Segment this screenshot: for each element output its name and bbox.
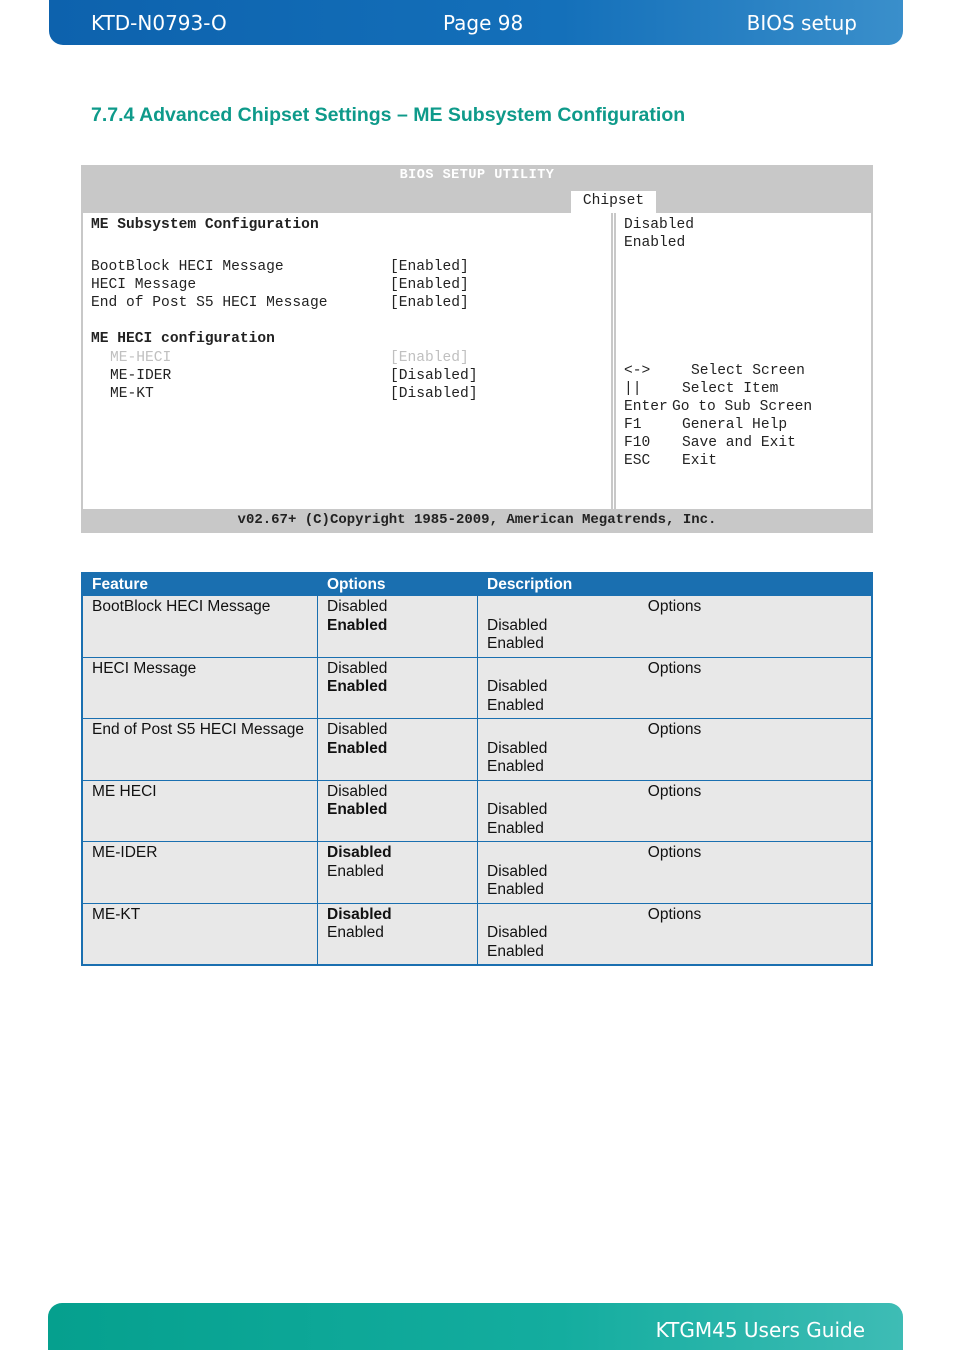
options-cell xyxy=(318,903,478,965)
description-cell xyxy=(478,780,873,842)
table-header-row xyxy=(82,572,872,596)
description-caption: Options xyxy=(647,598,702,615)
section-title: 7.7.4 Advanced Chipset Settings – ME Subsystem Configuration xyxy=(91,104,686,126)
description-option: Enabled xyxy=(487,696,544,714)
key-name: ESC xyxy=(624,453,651,469)
bios-subitem-label[interactable]: ME-IDER xyxy=(110,368,172,384)
table-row xyxy=(82,719,872,781)
key-name: F10 xyxy=(624,435,651,451)
bios-heading: ME Subsystem Configuration xyxy=(91,217,319,233)
description-option: Enabled xyxy=(487,635,544,652)
description-option: Disabled xyxy=(487,739,548,757)
description-cell xyxy=(478,842,873,904)
column-header: Options xyxy=(318,572,478,596)
guide-title: KTGM45 Users Guide xyxy=(655,1318,865,1342)
options-cell xyxy=(318,719,478,781)
description-option: Enabled xyxy=(487,758,544,775)
description-option: Disabled xyxy=(487,616,548,634)
option-value: Enabled xyxy=(327,862,384,880)
feature-cell: HECI Message xyxy=(82,657,318,719)
description-caption: Options xyxy=(647,905,702,923)
key-action: Select Screen xyxy=(691,363,805,379)
bios-subitem-value: [Enabled] xyxy=(390,350,469,366)
description-option: Disabled xyxy=(487,862,548,880)
feature-cell: End of Post S5 HECI Message xyxy=(82,719,318,781)
description-option: Enabled xyxy=(487,819,544,837)
description-option: Disabled xyxy=(487,678,548,695)
bios-subitem-value[interactable]: [Disabled] xyxy=(390,368,478,384)
description-option: Enabled xyxy=(487,881,544,898)
description-caption: Options xyxy=(647,844,702,861)
key-action: General Help xyxy=(682,417,788,433)
doc-id: KTD-N0793-O xyxy=(91,11,227,35)
options-cell xyxy=(318,596,478,658)
bios-subitem-label[interactable]: ME-KT xyxy=(110,386,154,402)
key-action: Go to Sub Screen xyxy=(672,399,813,415)
tab-chipset[interactable]: Chipset xyxy=(571,191,656,213)
option-value: Disabled xyxy=(327,659,388,677)
option-default: Enabled xyxy=(327,801,388,818)
help-option: Enabled xyxy=(624,235,686,251)
table-row xyxy=(82,657,872,719)
option-default: Enabled xyxy=(327,616,388,634)
description-option: Disabled xyxy=(487,801,548,818)
bios-item-value[interactable]: [Enabled] xyxy=(390,259,469,275)
feature-cell: ME-KT xyxy=(82,903,318,965)
column-header: Description xyxy=(478,572,873,596)
feature-cell: BootBlock HECI Message xyxy=(82,596,318,658)
bios-settings-pane xyxy=(81,213,613,509)
page-number: Page 98 xyxy=(443,11,524,35)
key-action: Select Item xyxy=(682,381,779,397)
bios-copyright: v02.67+ (C)Copyright 1985-2009, American Megatrends, Inc. xyxy=(81,509,873,533)
page-footer xyxy=(48,1303,903,1350)
bios-item-label[interactable]: End of Post S5 HECI Message xyxy=(91,295,328,311)
feature-table xyxy=(81,572,873,966)
bios-help-pane xyxy=(614,213,873,509)
key-name: || xyxy=(624,381,642,397)
table-row xyxy=(82,780,872,842)
key-name: <-> xyxy=(624,363,651,379)
table-row xyxy=(82,903,872,965)
description-caption: Options xyxy=(647,721,702,738)
section-name: BIOS setup xyxy=(746,11,857,35)
key-action: Save and Exit xyxy=(682,435,796,451)
option-value: Disabled xyxy=(327,721,388,738)
option-default: Enabled xyxy=(327,739,388,757)
bios-item-label[interactable]: HECI Message xyxy=(91,277,197,293)
bios-item-value[interactable]: [Enabled] xyxy=(390,277,469,293)
options-cell xyxy=(318,842,478,904)
description-option: Enabled xyxy=(487,942,544,960)
description-cell xyxy=(478,903,873,965)
key-action: Exit xyxy=(682,453,718,469)
feature-cell: ME-IDER xyxy=(82,842,318,904)
key-name: Enter xyxy=(624,399,668,415)
description-option: Disabled xyxy=(487,924,548,941)
table-row xyxy=(82,842,872,904)
description-caption: Options xyxy=(647,659,702,677)
bios-item-value[interactable]: [Enabled] xyxy=(390,295,469,311)
options-cell xyxy=(318,780,478,842)
feature-cell: ME HECI xyxy=(82,780,318,842)
option-default: Disabled xyxy=(327,844,392,861)
bios-subitem-value[interactable]: [Disabled] xyxy=(390,386,478,402)
key-name: F1 xyxy=(624,417,642,433)
description-cell xyxy=(478,657,873,719)
bios-screenshot xyxy=(81,165,873,533)
option-value: Disabled xyxy=(327,782,388,800)
description-cell xyxy=(478,719,873,781)
bios-subheading: ME HECI configuration xyxy=(91,331,275,347)
option-value: Disabled xyxy=(327,598,388,615)
option-default: Enabled xyxy=(327,678,388,695)
description-cell xyxy=(478,596,873,658)
page-header xyxy=(49,0,903,45)
description-caption: Options xyxy=(647,782,702,800)
options-cell xyxy=(318,657,478,719)
table-row xyxy=(82,596,872,658)
help-option: Disabled xyxy=(624,217,695,233)
option-default: Disabled xyxy=(327,905,392,923)
column-header: Feature xyxy=(82,572,318,596)
option-value: Enabled xyxy=(327,924,384,941)
bios-subitem-label: ME-HECI xyxy=(110,350,172,366)
bios-title: BIOS SETUP UTILITY xyxy=(399,168,555,183)
bios-item-label[interactable]: BootBlock HECI Message xyxy=(91,259,284,275)
bios-title-bar xyxy=(81,165,873,213)
